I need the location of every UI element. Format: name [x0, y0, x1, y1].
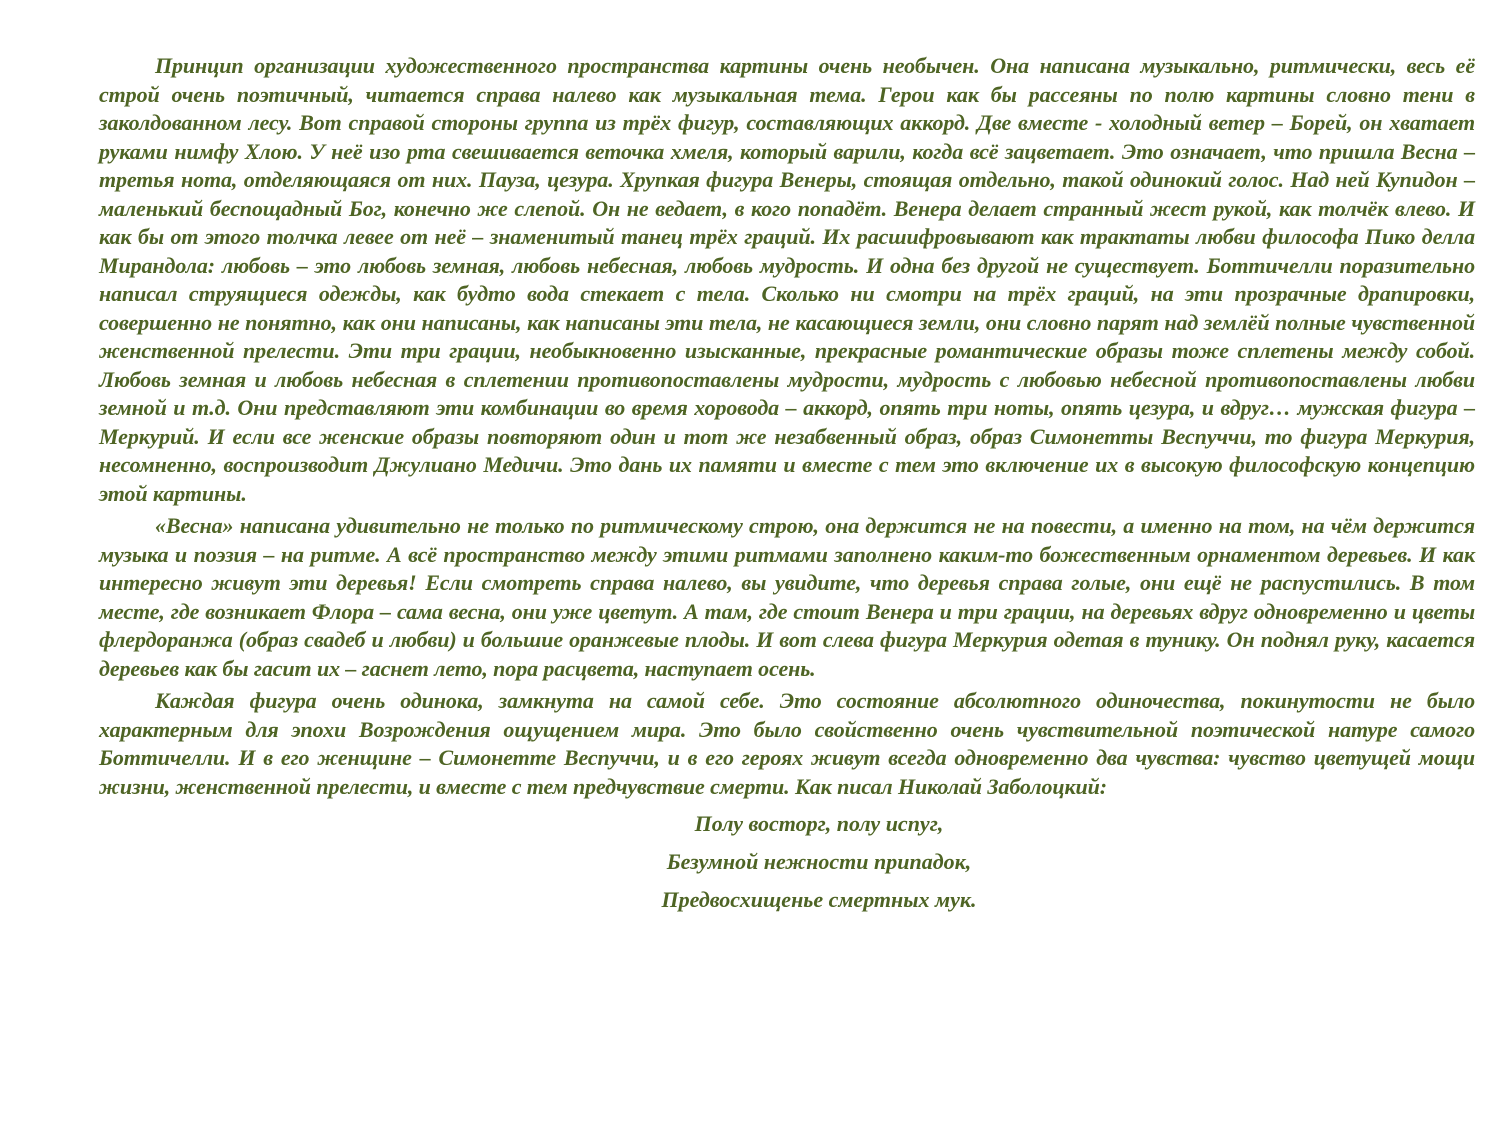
poem-line: Безумной нежности припадок, [666, 849, 972, 874]
document-body [99, 52, 1475, 919]
paragraph-spring-rhythm: «Весна» написана удивительно не только по ритмическому строю, она держится не на повести, а именно на том, на чём держится музыка и поэзия – на ритме. А всё пространство между этими ритмами заполнено каким-то божественным орнаментом деревьев. И как интересно живут эти деревья! Если смотреть справа налево, вы увидите, что деревья справа голые, они ещё не распустились. В том месте, где возникает Флора – сама весна, они уже цветут. А там, где стоит Венера и три грации, на деревьях вдруг одновременно и цветы флердоранжа (образ свадеб и любви) и большие оранжевые плоды. И вот слева фигура Меркурия одетая в тунику. Он поднял руку, касается деревьев как бы гасит их – гаснет лето, пора расцвета, наступает осень. [99, 513, 1475, 681]
paragraph-composition: Принцип организации художественного пространства картины очень необычен. Она написана музыкально, ритмически, весь её строй очень поэтичный, читается справа налево как музыкальная тема. Герои как бы рассеяны по полю картины словно тени в заколдованном лесу. Вот справой стороны группа из трёх фигур, составляющих аккорд. Две вместе - холодный ветер – Борей, он хватает руками нимфу Хлою. У неё изо рта свешивается веточка хмеля, который варили, когда всё зацветает. Это означает, что пришла Весна – третья нота, отделяющаяся от них. Пауза, цезура. Хрупкая фигура Венеры, стоящая отдельно, такой одинокий голос. Над ней Купидон – маленький беспощадный Бог, конечно же слепой. Он не ведает, в кого попадёт. Венера делает странный жест рукой, как толчёк влево. И как бы от этого толчка левее от неё – знаменитый танец трёх граций. Их расшифровывают как трактаты любви философа Пико делла Мирандола: любовь – это любовь земная, любовь небесная, любовь мудрость. И одна без другой не существует. Боттичелли поразительно написал струящиеся одежды, как будто вода стекает с тела. Сколько ни смотри на трёх граций, на эти прозрачные драпировки, совершенно не понятно, как они написаны, как написаны эти тела, не касающиеся земли, они словно парят над землёй полные чувственной женственной прелести. Эти три грации, необыкновенно изысканные, прекрасные романтические образы тоже сплетены между собой. Любовь земная и любовь небесная в сплетении противопоставлены мудрости, мудрость с любовью небесной противопоставлены любви земной и т.д. Они представляют эти комбинации во время хоровода – аккорд, опять три ноты, опять цезура, и вдруг… мужская фигура – Меркурий. И если все женские образы повторяют один и тот же незабвенный образ, образ Симонетты Веспуччи, то фигура Меркурия, несомненно, воспроизводит Джулиано Медичи. Это дань их памяти и вместе с тем это включение их в высокую философскую концепцию этой картины. [99, 53, 1475, 506]
poem-line: Предвосхищенье смертных мук. [661, 887, 977, 912]
poem-line: Полу восторг, полу испуг, [694, 811, 944, 836]
poem-quote [519, 805, 1119, 919]
paragraph-loneliness: Каждая фигура очень одинока, замкнута на самой себе. Это состояние абсолютного одиночества, покинутости не было характерным для эпохи Возрождения ощущением мира. Это было свойственно очень чувствительной поэтической натуре самого Боттичелли. И в его женщине – Симонетте Веспуччи, и в его героях живут всегда одновременно два чувства: чувство цветущей мощи жизни, женственной прелести, и вместе с тем предчувствие смерти. Как писал Николай Заболоцкий: [99, 688, 1475, 799]
